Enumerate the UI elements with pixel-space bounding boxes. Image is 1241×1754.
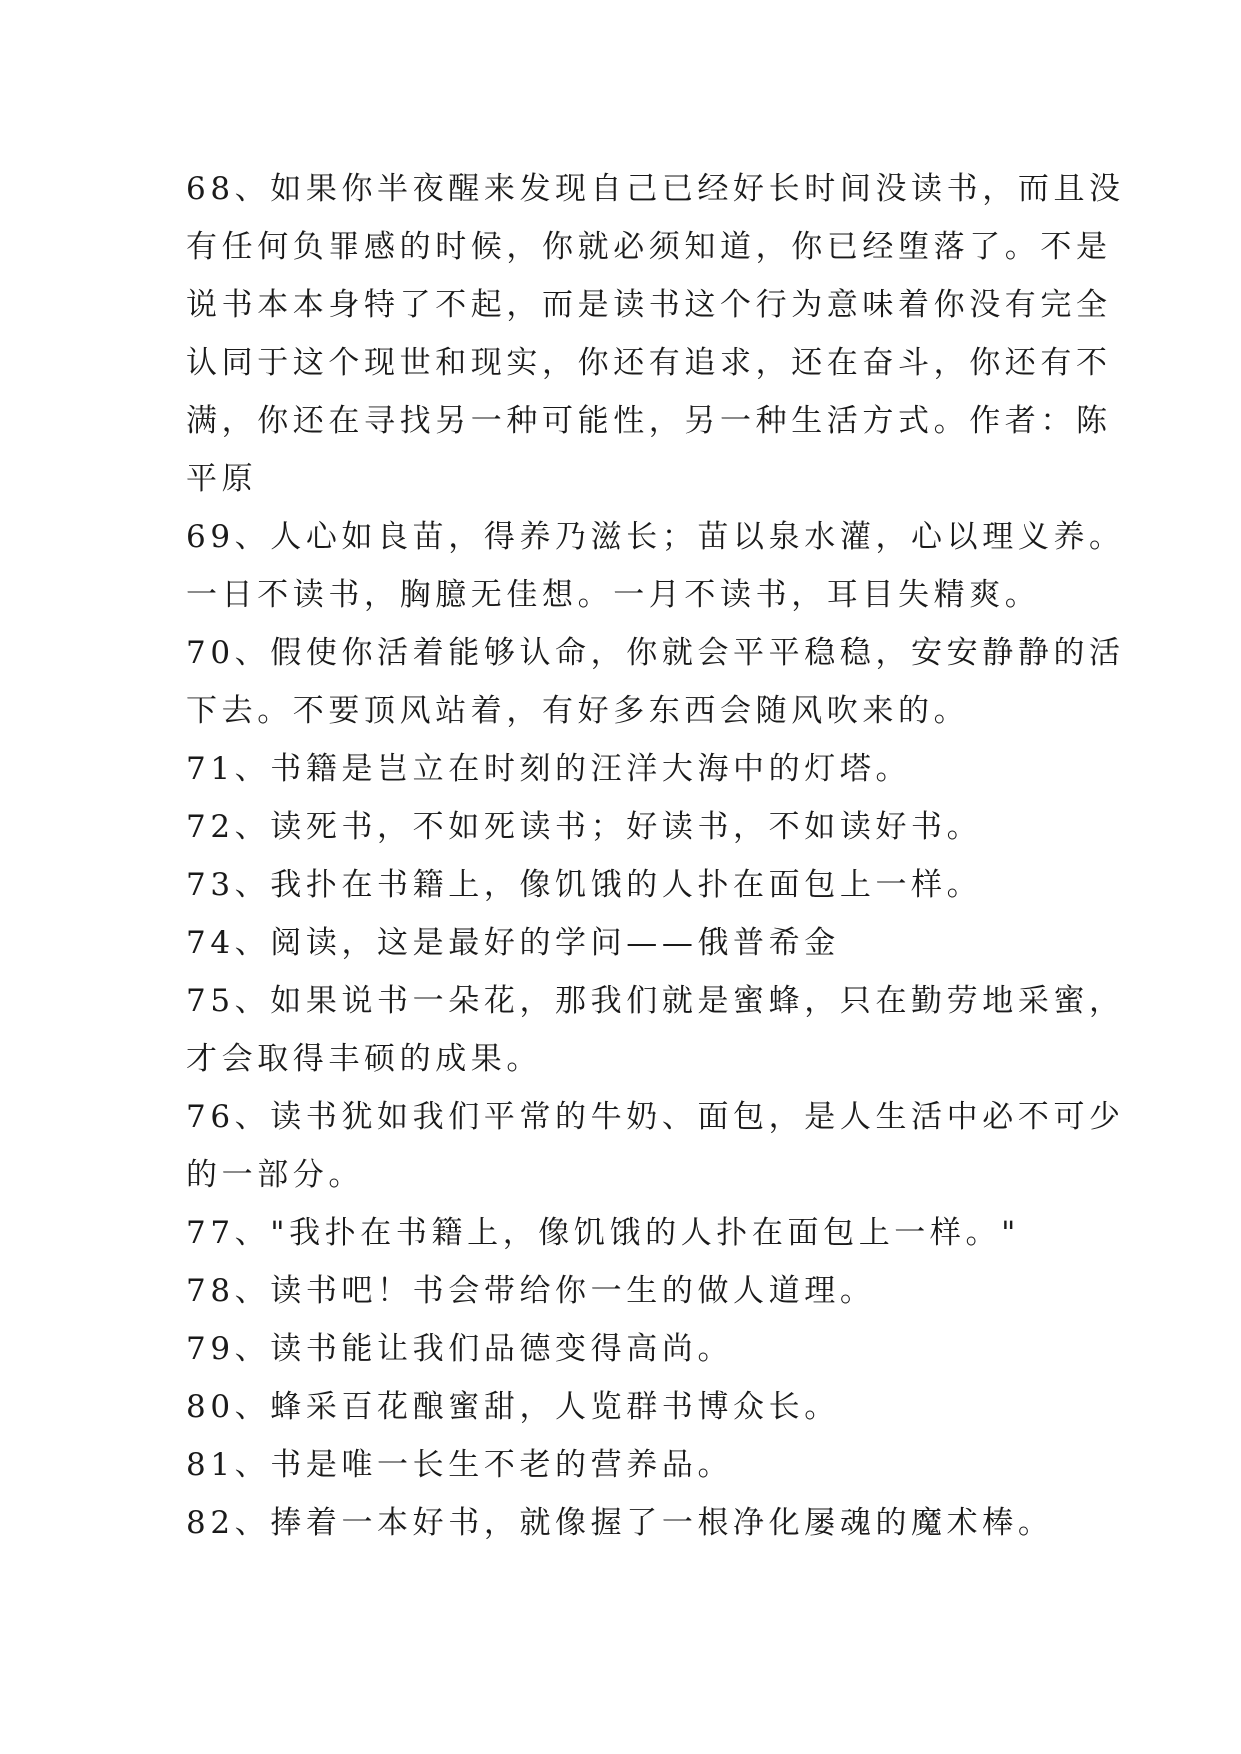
text-line: 80、蜂采百花酿蜜甜，人览群书博众长。: [186, 1389, 840, 1425]
text-line: 77、"我扑在书籍上，像饥饿的人扑在面包上一样。": [186, 1215, 1020, 1251]
text-line: 平原: [186, 461, 258, 497]
text-line: 75、如果说书一朵花，那我们就是蜜蜂，只在勤劳地采蜜，: [186, 983, 1125, 1019]
text-line: 79、读书能让我们品德变得高尚。: [186, 1331, 734, 1367]
text-line: 满，你还在寻找另一种可能性，另一种生活方式。作者：陈: [186, 403, 1112, 439]
text-line: 73、我扑在书籍上，像饥饿的人扑在面包上一样。: [186, 867, 983, 903]
text-line: 68、如果你半夜醒来发现自己已经好长时间没读书，而且没: [186, 171, 1125, 207]
text-line: 一日不读书，胸臆无佳想。一月不读书，耳目失精爽。: [186, 577, 1041, 613]
text-line: 70、假使你活着能够认命，你就会平平稳稳，安安静静的活: [186, 635, 1125, 671]
text-line: 认同于这个现世和现实，你还有追求，还在奋斗，你还有不: [186, 345, 1112, 381]
text-line: 下去。不要顶风站着，有好多东西会随风吹来的。: [186, 693, 970, 729]
text-line: 的一部分。: [186, 1157, 364, 1193]
text-line: 71、书籍是岂立在时刻的汪洋大海中的灯塔。: [186, 751, 912, 787]
text-line: 有任何负罪感的时候，你就必须知道，你已经堕落了。不是: [186, 229, 1112, 265]
text-line: 76、读书犹如我们平常的牛奶、面包，是人生活中必不可少: [186, 1099, 1125, 1135]
text-line: 82、捧着一本好书，就像握了一根净化屡魂的魔术棒。: [186, 1505, 1054, 1541]
text-line: 81、书是唯一长生不老的营养品。: [186, 1447, 734, 1483]
text-line: 说书本本身特了不起，而是读书这个行为意味着你没有完全: [186, 287, 1112, 323]
text-line: 72、读死书，不如死读书；好读书，不如读好书。: [186, 809, 983, 845]
text-line: 78、读书吧！书会带给你一生的做人道理。: [186, 1273, 876, 1309]
text-line: 69、人心如良苗，得养乃滋长；苗以泉水灌，心以理义养。: [186, 519, 1125, 555]
text-line: 74、阅读，这是最好的学问——俄普希金: [186, 925, 840, 961]
text-line: 才会取得丰硕的成果。: [186, 1041, 542, 1077]
document-body: [186, 160, 1125, 1552]
